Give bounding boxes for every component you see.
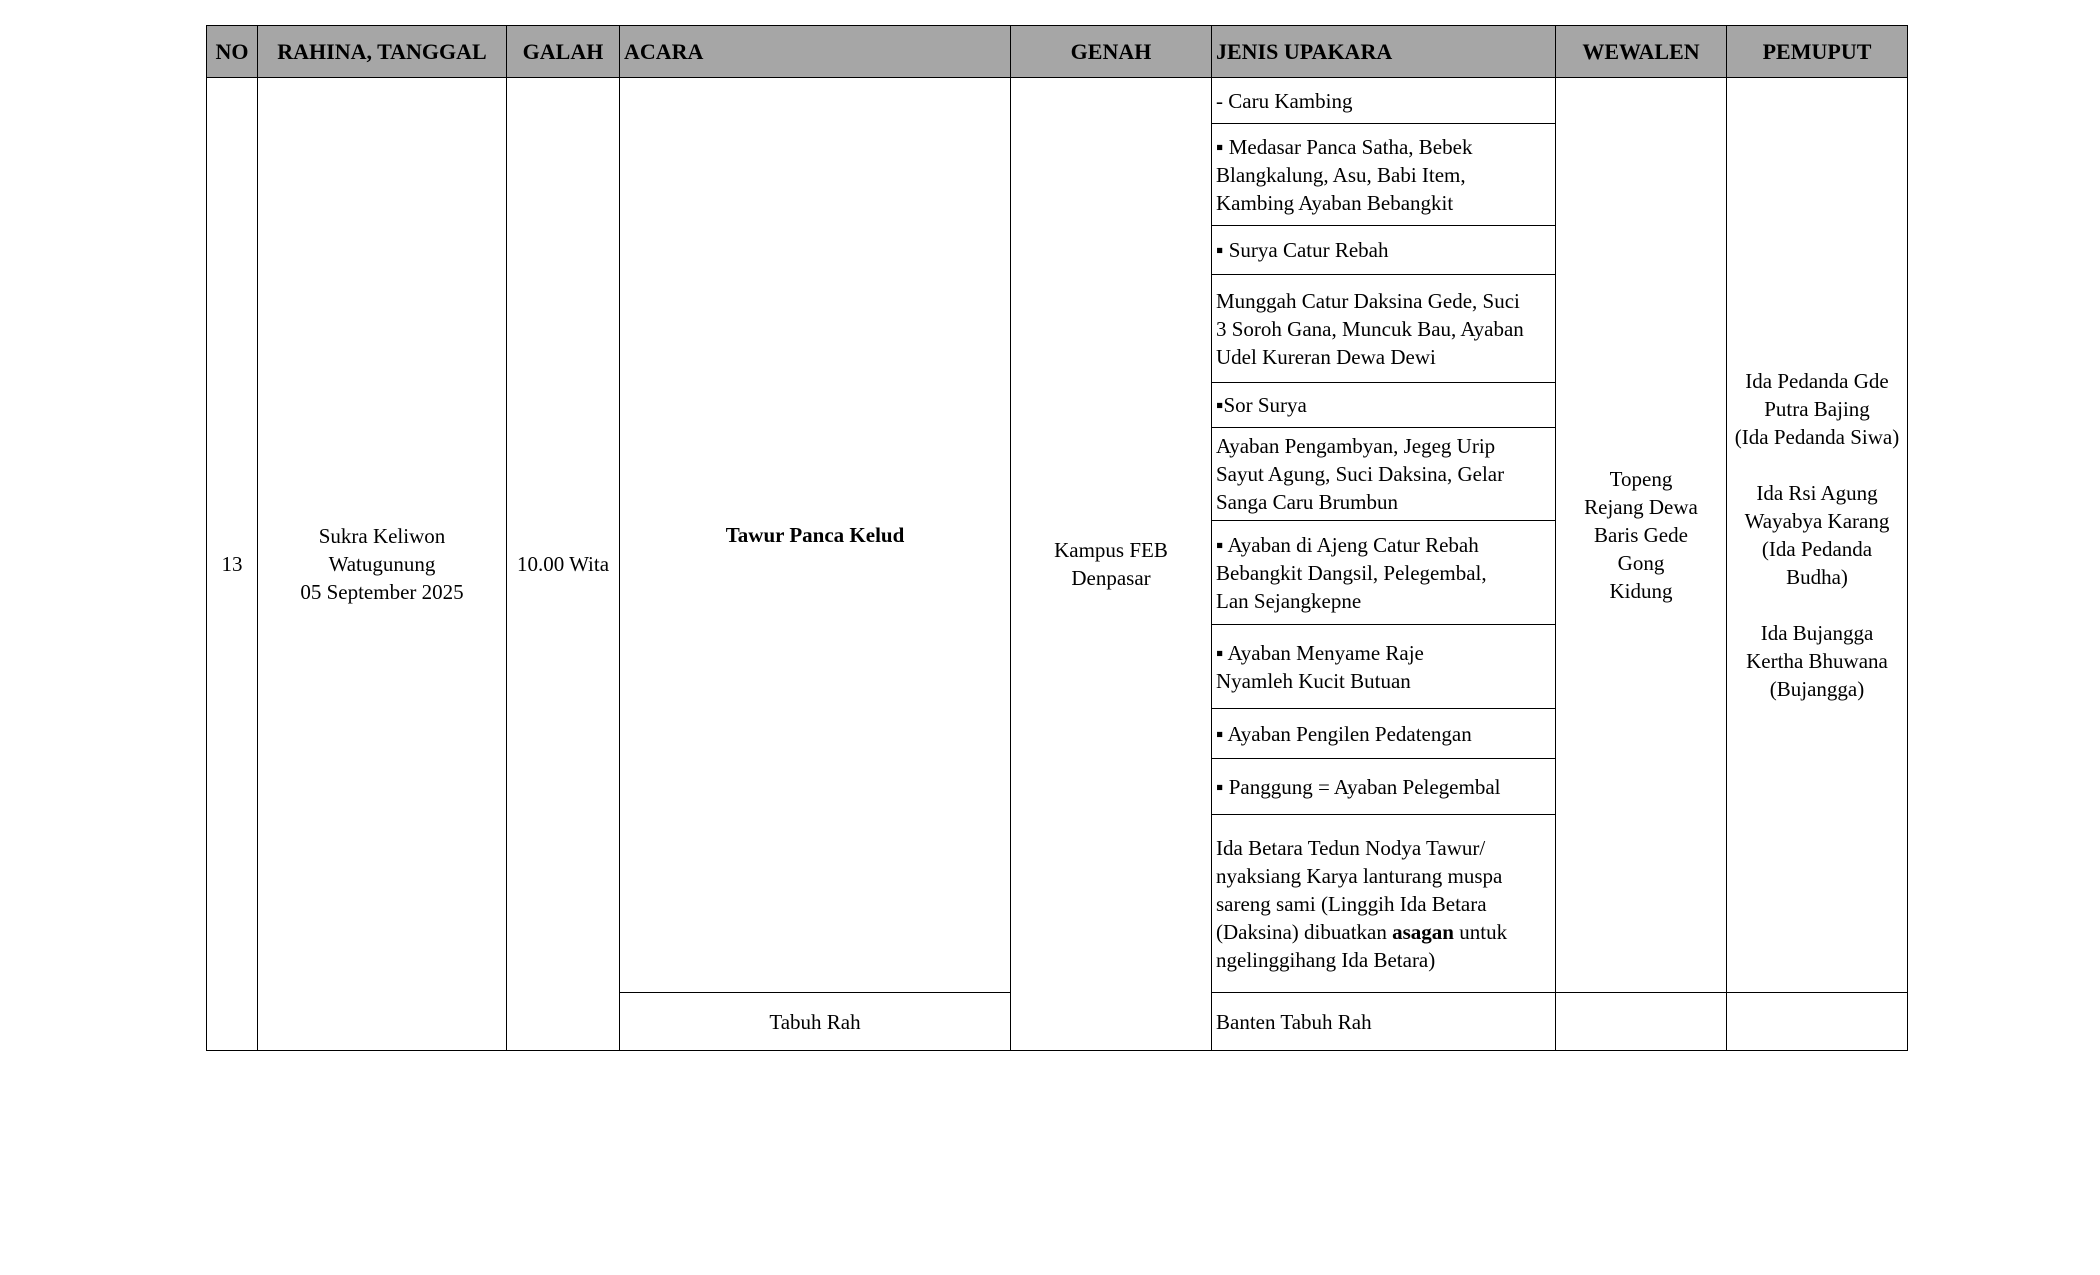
cell-acara-main: Tawur Panca Kelud (620, 78, 1011, 993)
upakara-last-text-1: Ida Betara Tedun Nodya Tawur/ nyaksiang Karya lanturang muspa sareng sami (Linggih Ida Betara (Daksina) dibuatkan (1216, 835, 1503, 944)
upakara-last-bold: asagan (1392, 919, 1454, 944)
ceremony-schedule-table (206, 25, 1908, 1051)
header-acara: ACARA (620, 26, 1011, 78)
cell-no: 13 (207, 78, 258, 1051)
upakara-item: ▪ Ayaban di Ajeng Catur Rebah Bebangkit Dangsil, Pelegembal, Lan Sejangkepne (1212, 521, 1556, 625)
header-galah: GALAH (507, 26, 620, 78)
upakara-item: ▪ Ayaban Pengilen Pedatengan (1212, 709, 1556, 759)
upakara-item: ▪ Surya Catur Rebah (1212, 226, 1556, 275)
cell-acara-second: Tabuh Rah (620, 993, 1011, 1051)
cell-wewalen-empty (1556, 993, 1727, 1051)
upakara-last-text-2: untuk ngelinggihang Ida Betara) (1216, 919, 1508, 972)
upakara-item: - Caru Kambing (1212, 78, 1556, 124)
cell-galah: 10.00 Wita (507, 78, 620, 1051)
upakara-tabuh-rah: Banten Tabuh Rah (1212, 993, 1556, 1051)
cell-pemuput-empty (1727, 993, 1908, 1051)
header-no: NO (207, 26, 258, 78)
upakara-item: ▪ Medasar Panca Satha, Bebek Blangkalung, Asu, Babi Item, Kambing Ayaban Bebangkit (1212, 124, 1556, 226)
table-row (207, 78, 1908, 124)
upakara-item: Munggah Catur Daksina Gede, Suci 3 Soroh Gana, Muncuk Bau, Ayaban Udel Kureran Dewa Dewi (1212, 275, 1556, 383)
upakara-item: ▪ Panggung = Ayaban Pelegembal (1212, 759, 1556, 815)
header-rahina-tanggal: RAHINA, TANGGAL (258, 26, 507, 78)
cell-wewalen: Topeng Rejang Dewa Baris Gede Gong Kidung (1556, 78, 1727, 993)
header-jenis-upakara: JENIS UPAKARA (1212, 26, 1556, 78)
upakara-item-last (1212, 815, 1556, 993)
cell-rahina-tanggal: Sukra Keliwon Watugunung 05 September 2025 (258, 78, 507, 1051)
header-genah: GENAH (1011, 26, 1212, 78)
header-wewalen: WEWALEN (1556, 26, 1727, 78)
upakara-item: ▪ Ayaban Menyame Raje Nyamleh Kucit Butuan (1212, 625, 1556, 709)
upakara-item: Ayaban Pengambyan, Jegeg Urip Sayut Agung, Suci Daksina, Gelar Sanga Caru Brumbun (1212, 428, 1556, 521)
cell-genah: Kampus FEB Denpasar (1011, 78, 1212, 1051)
upakara-item: ▪Sor Surya (1212, 383, 1556, 428)
header-row (207, 26, 1908, 78)
header-pemuput: PEMUPUT (1727, 26, 1908, 78)
cell-pemuput: Ida Pedanda Gde Putra Bajing (Ida Pedanda Siwa) Ida Rsi Agung Wayabya Karang (Ida Pedanda Budha) Ida Bujangga Kertha Bhuwana (Bujangga) (1727, 78, 1908, 993)
